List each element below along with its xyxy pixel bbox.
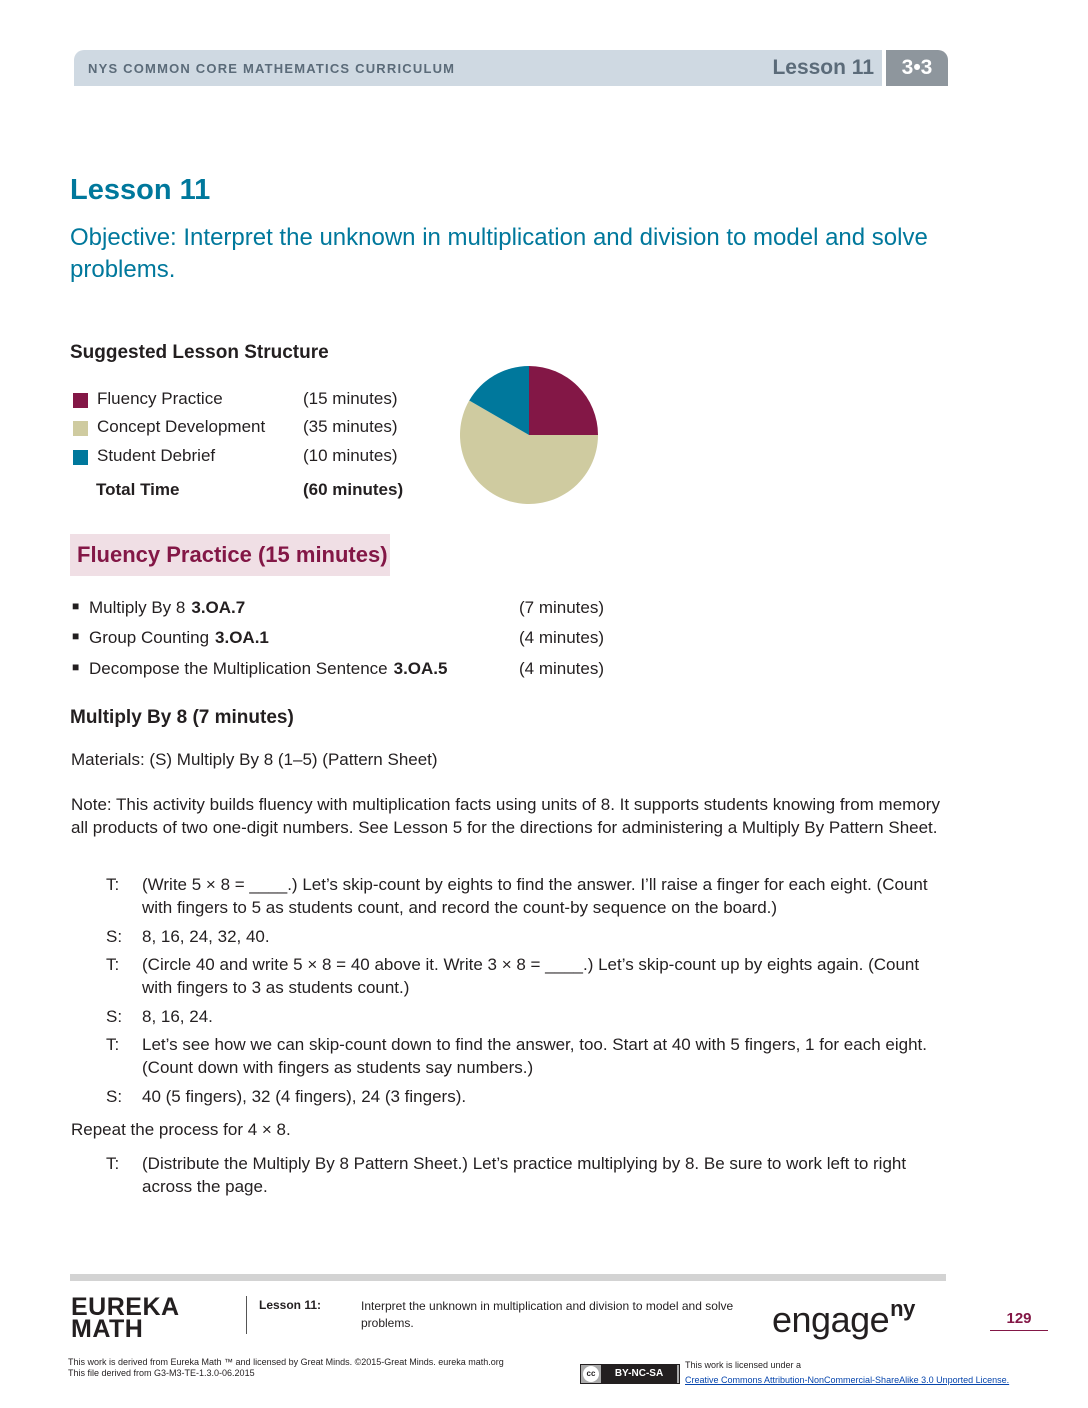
dialogue-speaker: S: [106, 927, 123, 946]
lesson-title: Lesson 11 [70, 174, 211, 206]
dialogue-text: (Circle 40 and write 5 × 8 = 40 above it. Write 3 × 8 = ____.) Let’s skip-count up by eights again. (Count with fingers to 3 as students count.) [142, 955, 920, 997]
ny-text: ny [890, 1296, 915, 1321]
fluency-swatch [73, 393, 88, 408]
structure-row-minutes: (15 minutes) [303, 389, 398, 408]
structure-row-label: Fluency Practice [97, 389, 223, 408]
bullet-icon: ■ [72, 629, 80, 643]
bullet-icon: ■ [72, 660, 80, 674]
fluency-item-minutes: (4 minutes) [519, 628, 605, 647]
structure-heading: Suggested Lesson Structure [70, 342, 329, 363]
materials-text: Materials: (S) Multiply By 8 (1–5) (Pattern Sheet) [71, 750, 438, 769]
logo-line: MATH [71, 1315, 144, 1343]
footer-lesson-label: Lesson 11: [259, 1298, 322, 1312]
structure-row-label: Concept Development [97, 417, 266, 436]
fluency-item-standard: 3.OA.7 [191, 598, 246, 617]
dialogue-speaker: T: [106, 875, 120, 894]
header-lesson-label: Lesson 11 [772, 56, 874, 79]
derived-line: This work is derived from Eureka Math ™ and licensed by Great Minds. ©2015-Great Minds. eureka math.org [68, 1357, 504, 1367]
page-number-underline [990, 1330, 1048, 1331]
dialogue-speaker: S: [106, 1007, 123, 1026]
cc-badge-text: BY-NC-SA [601, 1365, 677, 1383]
cc-icon: cc [583, 1366, 599, 1382]
fluency-item-minutes: (4 minutes) [519, 659, 605, 678]
fluency-item-minutes: (7 minutes) [519, 598, 605, 617]
dialogue-speaker: T: [106, 1035, 120, 1054]
curriculum-label: NYS COMMON CORE MATHEMATICS CURRICULUM [88, 61, 456, 76]
cc-license-badge[interactable] [580, 1364, 680, 1384]
dialogue-text: 8, 16, 24. [142, 1007, 213, 1026]
footer-divider [246, 1296, 247, 1334]
dialogue-text: (Distribute the Multiply By 8 Pattern Sheet.) Let’s practice multiplying by 8. Be sure to work left to right across the page. [142, 1154, 907, 1196]
note-paragraph: Note: This activity builds fluency with multiplication facts using units of 8. It supports students knowing from memory all products of two one-digit numbers. See Lesson 5 for the directions for administering a Multiply By Pattern Sheet. [71, 795, 940, 837]
footer-rule [70, 1274, 946, 1281]
dialogue-text: 40 (5 fingers), 32 (4 fingers), 24 (3 fingers). [142, 1087, 467, 1106]
fluency-item-text: Multiply By 8 [89, 598, 186, 617]
multiply-heading: Multiply By 8 (7 minutes) [70, 707, 294, 728]
dialogue-text: Let’s see how we can skip-count down to find the answer, too. Start at 40 with 5 fingers, 1 for each eight. (Count down with fingers as students say numbers.) [142, 1035, 927, 1077]
engage-text: engage [772, 1299, 890, 1340]
bullet-icon: ■ [72, 599, 80, 613]
logo-line: EUREKA [71, 1293, 180, 1321]
debrief-swatch [73, 450, 88, 465]
lesson-objective: Objective: Interpret the unknown in multiplication and division to model and solve problems. [70, 224, 928, 283]
dialogue-speaker: T: [106, 955, 120, 974]
license-link[interactable]: Creative Commons Attribution-NonCommercial-ShareAlike 3.0 Unported License. [685, 1375, 1010, 1385]
structure-row-label: Student Debrief [97, 446, 216, 465]
dialogue-speaker: S: [106, 1087, 123, 1106]
total-time-minutes: (60 minutes) [303, 480, 404, 499]
dialogue-text: 8, 16, 24, 32, 40. [142, 927, 270, 946]
footer-lesson-description: Interpret the unknown in multiplication and division to model and solve problems. [361, 1299, 734, 1330]
structure-row-minutes: (35 minutes) [303, 417, 398, 436]
fluency-heading: Fluency Practice (15 minutes) [77, 542, 388, 567]
structure-row-minutes: (10 minutes) [303, 446, 398, 465]
engageny-logo [772, 1296, 915, 1341]
eureka-math-logo [71, 1293, 180, 1343]
module-badge: 3•3 [886, 50, 948, 86]
fluency-item-text: Decompose the Multiplication Sentence [89, 659, 388, 678]
fluency-item-standard: 3.OA.1 [215, 628, 269, 647]
repeat-instruction: Repeat the process for 4 × 8. [71, 1120, 291, 1139]
dialogue-text: (Write 5 × 8 = ____.) Let’s skip-count by eights to find the answer. I’ll raise a finger for each eight. (Count with fingers to 5 as students count, and record the count-by sequence on the board.) [142, 875, 928, 917]
derived-line: This file derived from G3-M3-TE-1.3.0-06.2015 [68, 1368, 255, 1378]
fluency-item-text: Group Counting [89, 628, 210, 647]
dialogue-speaker: T: [106, 1154, 120, 1173]
pie-slice-fluency-practice [529, 366, 598, 435]
lesson-structure-pie-chart [458, 364, 600, 506]
total-time-label: Total Time [96, 480, 180, 499]
fluency-item-standard: 3.OA.5 [393, 659, 448, 678]
page-number: 129 [1006, 1310, 1032, 1327]
derived-notice [68, 1357, 504, 1379]
concept-swatch [73, 421, 88, 436]
license-text: This work is licensed under a [685, 1360, 802, 1370]
